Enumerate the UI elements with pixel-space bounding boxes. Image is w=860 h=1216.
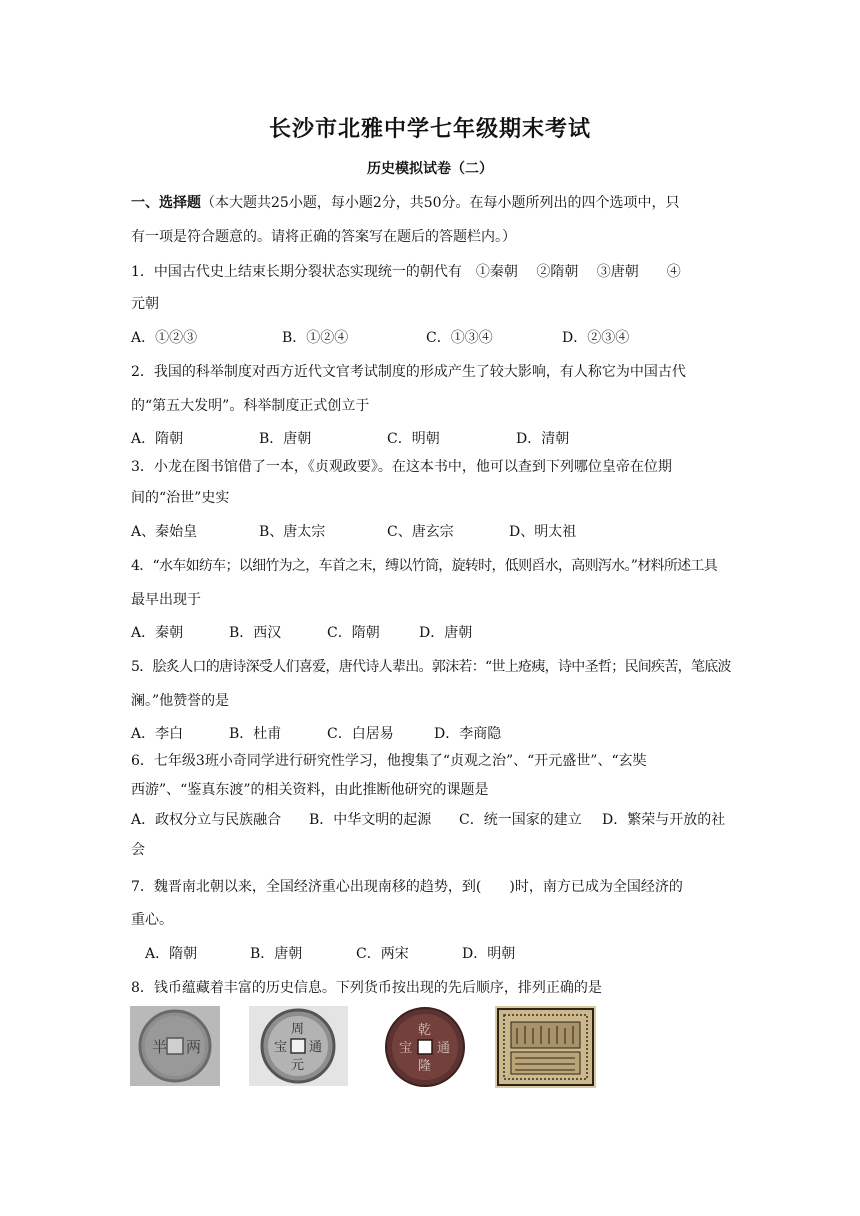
q8-line1: 8．钱币蕴藏着丰富的历史信息。下列货币按出现的先后顺序，排列正确的是 <box>131 980 602 996</box>
q6-option-d: D．繁荣与开放的社 <box>602 812 726 828</box>
svg-text:宝: 宝 <box>399 1041 413 1056</box>
q2-option-c: C．明朝 <box>387 431 440 447</box>
q1-line2: 元朝 <box>131 296 159 312</box>
q5-option-c: C．白居易 <box>327 726 394 742</box>
section-intro-line1: 一、选择题（本大题共25小题，每小题2分，共50分。在每小题所列出的四个选项中，只 <box>131 195 680 211</box>
q6-line1: 6．七年级3班小奇同学进行研究性学习，他搜集了“贞观之治”、“开元盛世”、“玄奘 <box>131 753 647 769</box>
qian-long-tong-bao-coin-image <box>376 1006 474 1088</box>
q7-option-b: B．唐朝 <box>250 946 303 962</box>
q4-option-a: A．秦朝 <box>131 625 184 641</box>
q5-option-d: D．李商隐 <box>434 726 502 742</box>
paper-money-image <box>495 1006 596 1088</box>
q5-option-a: A．李白 <box>131 726 184 742</box>
svg-text:通: 通 <box>437 1041 451 1056</box>
svg-text:通: 通 <box>309 1040 323 1055</box>
q6-option-d-continued: 会 <box>131 842 145 858</box>
q7-option-a: A．隋朝 <box>145 946 198 962</box>
q4-option-d: D．唐朝 <box>419 625 473 641</box>
q4-option-b: B．西汉 <box>229 625 282 641</box>
svg-text:乾: 乾 <box>418 1023 432 1038</box>
q4-line1: 4．“水车如纺车；以细竹为之，车首之末，缚以竹筒，旋转时，低则舀水，高则泻水。”材料所述工具 <box>131 558 718 574</box>
q3-option-a: A、秦始皇 <box>131 524 198 540</box>
q7-option-d: D．明朝 <box>462 946 516 962</box>
q4-option-c: C．隋朝 <box>327 625 380 641</box>
exam-subtitle: 历史模拟试卷（二） <box>367 161 493 177</box>
q7-line2: 重心。 <box>131 912 173 928</box>
section-heading: 一、选择题 <box>131 195 201 211</box>
q6-line2: 西游”、“鉴真东渡”的相关资料，由此推断他研究的课题是 <box>131 782 489 798</box>
svg-text:元: 元 <box>291 1058 305 1073</box>
q7-line1: 7．魏晋南北朝以来，全国经济重心出现南移的趋势，到( )时，南方已成为全国经济的 <box>131 879 683 895</box>
q5-option-b: B．杜甫 <box>229 726 282 742</box>
q2-option-d: D．清朝 <box>516 431 570 447</box>
q1-option-d: D．②③④ <box>562 330 630 346</box>
q3-line1: 3．小龙在图书馆借了一本，《贞观政要》。在这本书中，他可以查到下列哪位皇帝在位期 <box>131 459 672 475</box>
q3-option-b: B、唐太宗 <box>259 524 326 540</box>
zhou-yuan-tong-bao-coin-image <box>249 1006 348 1086</box>
section-intro-line2: 有一项是符合题意的。请将正确的答案写在题后的答题栏内。） <box>131 229 516 245</box>
q1-line1: 1．中国古代史上结束长期分裂状态实现统一的朝代有 ①秦朝 ②隋朝 ③唐朝 ④ <box>131 264 681 280</box>
q2-option-b: B．唐朝 <box>259 431 312 447</box>
q6-option-c: C．统一国家的建立 <box>459 812 582 828</box>
q2-line2: 的“第五大发明”。科举制度正式创立于 <box>131 398 370 414</box>
svg-text:隆: 隆 <box>418 1059 432 1074</box>
q1-option-a: A．①②③ <box>131 330 198 346</box>
q6-option-a: A．政权分立与民族融合 <box>131 812 282 828</box>
svg-text:两: 两 <box>186 1038 202 1056</box>
svg-text:周: 周 <box>291 1022 305 1037</box>
q2-option-a: A．隋朝 <box>131 431 184 447</box>
q6-option-b: B．中华文明的起源 <box>309 812 432 828</box>
q1-option-b: B．①②④ <box>282 330 349 346</box>
q4-line2: 最早出现于 <box>131 592 201 608</box>
q3-option-c: C、唐玄宗 <box>387 524 454 540</box>
ban-liang-coin-image <box>130 1006 220 1086</box>
exam-title: 长沙市北雅中学七年级期末考试 <box>268 116 591 142</box>
svg-text:半: 半 <box>152 1038 168 1056</box>
q2-line1: 2．我国的科举制度对西方近代文官考试制度的形成产生了较大影响，有人称它为中国古代 <box>131 364 686 380</box>
q5-line1: 5．脍炙人口的唐诗深受人们喜爱，唐代诗人辈出。郭沫若：“世上疮痍，诗中圣哲；民间疾苦，笔底波 <box>131 659 731 675</box>
q3-option-d: D、明太祖 <box>509 524 577 540</box>
q7-option-c: C．两宋 <box>356 946 409 962</box>
q3-line2: 间的“治世”史实 <box>131 490 230 506</box>
svg-text:宝: 宝 <box>274 1040 288 1055</box>
q5-line2: 澜。”他赞誉的是 <box>131 693 230 709</box>
q1-option-c: C．①③④ <box>426 330 493 346</box>
